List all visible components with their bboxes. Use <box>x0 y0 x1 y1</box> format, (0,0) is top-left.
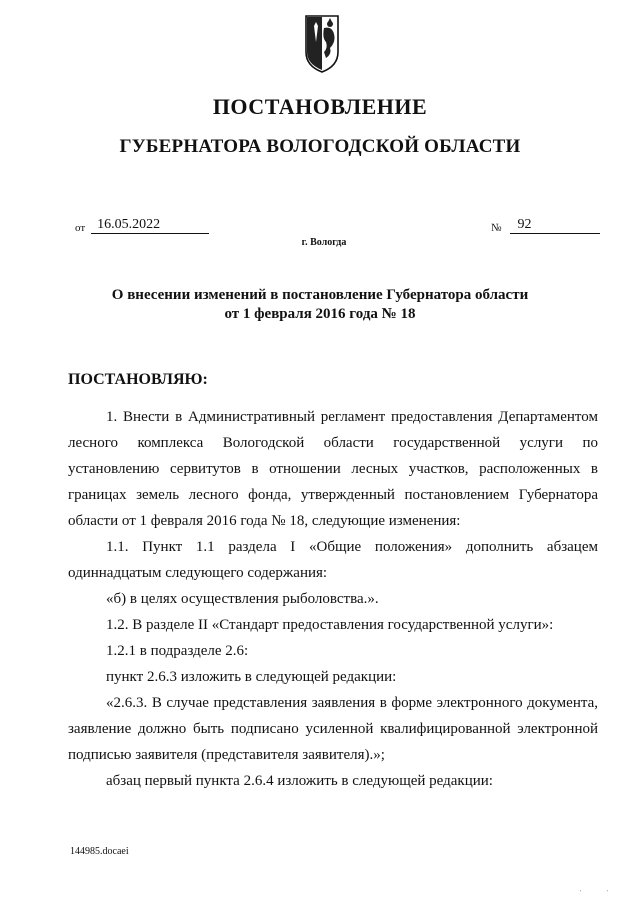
document-date: 16.05.2022 <box>91 217 209 234</box>
subject-line-2: от 1 февраля 2016 года № 18 <box>224 306 416 322</box>
number-prefix: № <box>491 222 502 234</box>
document-number: 92 <box>510 217 600 234</box>
paragraph: «2.6.3. В случае представления заявления в форме электронного документа, заявление должно быть подписано усиленной квалифицированной электронной подписью заявителя (представителя заявителя).»; <box>68 695 598 763</box>
paragraph: пункт 2.6.3 изложить в следующей редакции: <box>106 669 397 685</box>
decree-word: ПОСТАНОВЛЯЮ: <box>68 371 208 388</box>
city-label: г. Вологда <box>301 237 347 248</box>
vologda-coat-of-arms-icon <box>302 12 342 74</box>
document-subtitle: ГУБЕРНАТОРА ВОЛОГОДСКОЙ ОБЛАСТИ <box>119 136 521 157</box>
paragraph: 1.2. В разделе II «Стандарт предоставления государственной услуги»: <box>106 617 554 633</box>
scan-marks: ' ' <box>580 890 620 896</box>
paragraph: 1. Внести в Административный регламент предоставления Департаментом лесного комплекса Вологодской области государственной услуги по установлению сервитутов в отношении лесных участков, расположенных в границах земель лесного фонда, утвержденный постановлением Губернатора области от 1 февраля 2016 года № 18, следующие изменения: <box>68 409 598 529</box>
date-field <box>75 217 209 234</box>
paragraph: абзац первый пункта 2.6.4 изложить в следующей редакции: <box>106 773 493 789</box>
paragraph: 1.1. Пункт 1.1 раздела I «Общие положения» дополнить абзацем одиннадцатым следующего содержания: <box>68 539 598 581</box>
paragraph: 1.2.1 в подразделе 2.6: <box>106 643 249 659</box>
subject-line-1: О внесении изменений в постановление Губернатора области <box>111 287 529 303</box>
date-prefix: от <box>75 222 86 234</box>
document-code: 144985.docaei <box>70 846 129 857</box>
number-field <box>491 217 600 234</box>
document-body <box>68 404 598 794</box>
document-title: ПОСТАНОВЛЕНИЕ <box>212 94 428 119</box>
paragraph: «б) в целях осуществления рыболовства.». <box>106 591 379 607</box>
document-subject <box>60 286 580 324</box>
